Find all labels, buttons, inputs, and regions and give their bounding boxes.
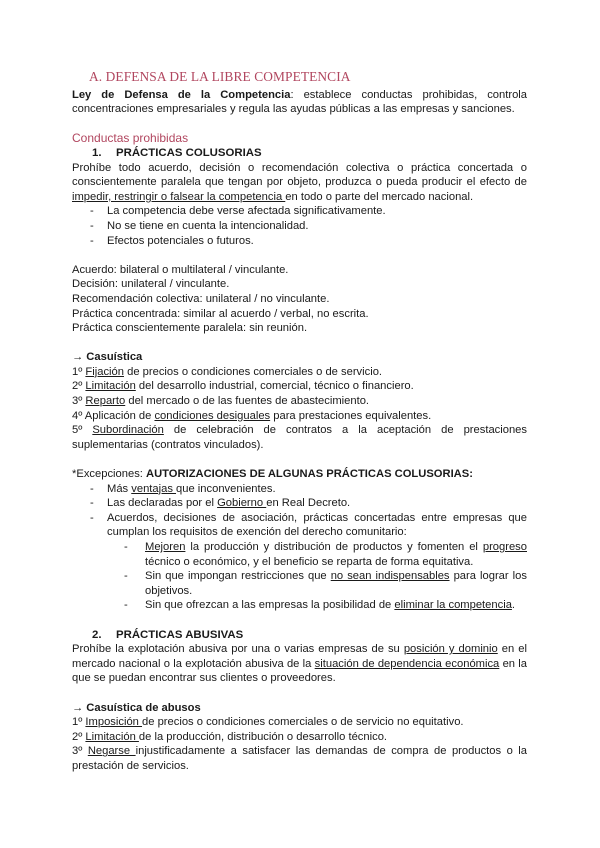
sub-list-item: - Sin que ofrezcan a las empresas la posibilidad de eliminar la competencia. — [124, 599, 516, 612]
abuso-item: 2º Limitación de la producción, distribución o desarrollo técnico. — [72, 730, 388, 743]
abuso-item: 1º Imposición de precios o condiciones comerciales o de servicio no equitativo. — [72, 716, 464, 729]
list-item: - Las declaradas por el Gobierno en Real Decreto. — [90, 497, 351, 510]
definition-line: Práctica conscientemente paralela: sin reunión. — [72, 322, 308, 335]
practicas-abusivas-heading: 2. PRÁCTICAS ABUSIVAS — [92, 628, 244, 641]
conductas-heading: Conductas prohibidas — [72, 131, 189, 146]
list-item: - Acuerdos, decisiones de asociación, prácticas concertadas entre empresas que cumplan los requisitos de exención del derecho comunitario: — [90, 511, 527, 539]
sub-list-item: - Mejoren la producción y distribución de productos y fomenten el progreso técnico o económico, y el beneficio se reparta de forma equitativa. — [124, 541, 527, 568]
casuistica-item: 5º Subordinación de celebración de contratos a la aceptación de prestaciones suplementarias (contratos vinculados). — [72, 424, 528, 451]
list-item: - La competencia debe verse afectada significativamente. — [90, 205, 386, 218]
definition-line: Decisión: unilateral / vinculante. — [72, 278, 230, 291]
definition-line: Práctica concentrada: similar al acuerdo / verbal, no escrita. — [72, 307, 369, 320]
list-item: - No se tiene en cuenta la intencionalidad. — [90, 219, 309, 232]
list-item: - Efectos potenciales o futuros. — [90, 234, 254, 247]
excepciones-heading: *Excepciones: AUTORIZACIONES DE ALGUNAS PRÁCTICAS COLUSORIAS: — [72, 468, 473, 481]
definition-line: Recomendación colectiva: unilateral / no vinculante. — [72, 292, 330, 305]
definition-line: Acuerdo: bilateral o multilateral / vinculante. — [72, 263, 289, 276]
practicas-colusorias-heading: 1. PRÁCTICAS COLUSORIAS — [92, 146, 262, 159]
sub-list-item: - Sin que impongan restricciones que no sean indispensables para lograr los objetivos. — [124, 570, 527, 597]
colusorias-paragraph: Prohíbe todo acuerdo, decisión o recomendación colectiva o práctica concertada o conscientemente paralela que tengan por objeto, produzca o pueda producir el efecto de impedir, restringir o falsear la competencia en todo o parte del mercado nacional. — [72, 161, 527, 203]
document-page — [72, 70, 527, 774]
abusivas-paragraph: Prohíbe la explotación abusiva por una o varias empresas de su posición y dominio en el mercado nacional o la explotación abusiva de la situación de dependencia económica en la que se puedan encontrar sus clientes o proveedores. — [72, 643, 528, 685]
law-name: Ley de Defensa de la Competencia — [72, 88, 291, 101]
abuso-item: 3º Negarse injustificadamente a satisfacer las demandas de compra de productos o la prestación de servicios. — [72, 745, 528, 772]
list-item: - Más ventajas que inconvenientes. — [90, 482, 276, 495]
casuistica-abusos-heading: → Casuística de abusos — [72, 701, 201, 714]
casuistica-item: 3º Reparto del mercado o de las fuentes de abastecimiento. — [72, 395, 370, 408]
intro-paragraph: Ley de Defensa de la Competencia: establece conductas prohibidas, controla concentraciones empresariales y regula las ayudas públicas a las empresas y sanciones. — [72, 88, 527, 116]
casuistica-heading: → Casuística — [72, 351, 143, 364]
casuistica-item: 2º Limitación del desarrollo industrial, comercial, técnico o financiero. — [72, 380, 414, 393]
section-title: A. DEFENSA DE LA LIBRE COMPETENCIA — [89, 69, 351, 84]
casuistica-item: 1º Fijación de precios o condiciones comerciales o de servicio. — [72, 365, 383, 378]
casuistica-item: 4º Aplicación de condiciones desiguales para prestaciones equivalentes. — [72, 409, 432, 422]
